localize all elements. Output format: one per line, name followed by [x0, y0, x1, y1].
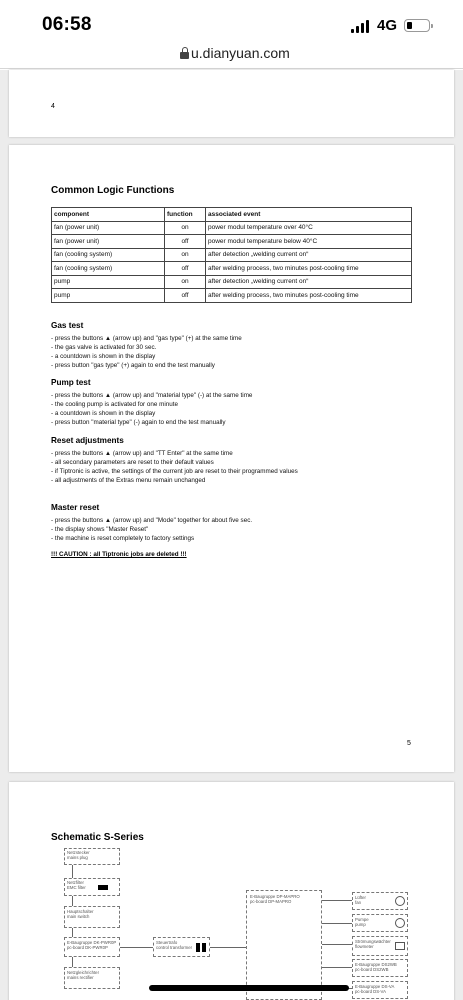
table-row	[52, 221, 412, 235]
text-line: - if Tiptronic is active, the settings of the current job are reset to their programmed values	[51, 468, 298, 475]
table-cell: off	[165, 289, 206, 303]
address-bar[interactable]	[0, 44, 463, 69]
connector-line	[322, 900, 352, 901]
block-label: Steuertrafo control transformer	[156, 940, 193, 950]
block-mains-rectifier	[64, 967, 120, 989]
logic-functions-table	[51, 207, 412, 303]
table-row	[52, 289, 412, 303]
block-label: Netzfilter EMC filter	[67, 880, 86, 890]
section-body-gas-test	[51, 334, 242, 370]
table-cell: fan (cooling system)	[52, 248, 165, 262]
url-text[interactable]: u.dianyuan.com	[191, 45, 290, 61]
section-body-reset-adjustments	[51, 449, 298, 485]
column-header: component	[52, 208, 165, 222]
text-line: - all adjustments of the Extras menu remain unchanged	[51, 477, 206, 484]
table-cell: after welding process, two minutes post-cooling time	[206, 289, 412, 303]
connector-line	[322, 944, 352, 945]
block-pc-board-dp-mapro	[246, 890, 322, 1000]
block-mains-plug	[64, 848, 120, 865]
document-page-previous	[9, 70, 454, 137]
block-label: Netzstecker mains plug	[67, 850, 90, 860]
connector-line	[120, 947, 153, 948]
block-control-transformer	[153, 937, 210, 957]
text-line: - the machine is reset completely to factory settings	[51, 535, 195, 542]
table-cell: off	[165, 235, 206, 249]
table-row	[52, 275, 412, 289]
section-title-master-reset: Master reset	[51, 503, 100, 512]
block-pc-board-ds-va	[352, 981, 408, 999]
schematic-title: Schematic S-Series	[51, 832, 144, 843]
connector-line	[322, 923, 352, 924]
pump-motor-icon	[395, 918, 405, 928]
page-title: Common Logic Functions	[51, 185, 175, 196]
signal-strength-icon	[351, 20, 371, 33]
block-fan	[352, 892, 408, 910]
fan-motor-icon	[395, 896, 405, 906]
text-line: - press the buttons ▲ (arrow up) and "gas type" (+) at the same time	[51, 335, 242, 342]
text-line: - all secondary parameters are reset to their default values	[51, 459, 214, 466]
block-pc-board-dk-pwr0p	[64, 937, 120, 957]
column-header: associated event	[206, 208, 412, 222]
column-header: function	[165, 208, 206, 222]
caution-note: !!! CAUTION : all Tiptronic jobs are deleted !!!	[51, 551, 187, 558]
section-body-pump-test	[51, 391, 252, 427]
table-cell: after welding process, two minutes post-cooling time	[206, 262, 412, 276]
block-label: Netzgleichrichter mains rectifier	[67, 970, 100, 980]
block-label: E-Baugruppe DS-VA pc-board DS-VA	[355, 984, 395, 994]
block-label: Pumpe pump	[355, 917, 369, 927]
text-line: - the display shows "Master Reset"	[51, 526, 149, 533]
text-line: - press the buttons ▲ (arrow up) and "material type" (-) at the same time	[51, 392, 253, 399]
table-cell: pump	[52, 275, 165, 289]
transformer-symbol-icon	[196, 943, 200, 952]
section-body-master-reset	[51, 516, 252, 543]
table-cell: after detection „welding current on“	[206, 248, 412, 262]
block-label: Hauptschalter main switch	[67, 909, 94, 919]
filter-symbol-icon	[98, 885, 108, 890]
connector-line	[210, 947, 246, 948]
block-pump	[352, 914, 408, 932]
text-line: - press button "gas type" (+) again to end the test manually	[51, 362, 215, 369]
table-cell: power modul temperature below 40°C	[206, 235, 412, 249]
table-row	[52, 235, 412, 249]
section-title-gas-test: Gas test	[51, 321, 84, 330]
table-cell: off	[165, 262, 206, 276]
text-line: - press button "material type" (-) again to end the test manually	[51, 419, 226, 426]
connector-line	[72, 957, 73, 967]
page-number: 5	[407, 740, 411, 747]
block-label: Strömungswächter flowmeter	[355, 939, 391, 949]
block-label: E-Baugruppe DS2WB pc-board DS2WB	[355, 962, 397, 972]
block-label: E-Baugruppe DK-PWR0P pc-board DK-PWR0P	[67, 940, 117, 950]
table-cell: pump	[52, 289, 165, 303]
battery-icon	[404, 19, 430, 32]
page-number: 4	[51, 103, 55, 110]
text-line: - a countdown is shown in the display	[51, 353, 156, 360]
connector-line	[72, 928, 73, 937]
document-page	[9, 145, 454, 772]
text-line: - press the buttons ▲ (arrow up) and "Mode" together for about five sec.	[51, 517, 253, 524]
table-row	[52, 262, 412, 276]
block-flowmeter	[352, 936, 408, 956]
document-page-next	[9, 782, 454, 1000]
text-line: - press the buttons ▲ (arrow up) and "TT Enter" at the same time	[51, 450, 233, 457]
table-cell: fan (power unit)	[52, 235, 165, 249]
table-cell: after detection „welding current on“	[206, 275, 412, 289]
block-label: E-Baugruppe DP-MAPRO pc-board DP-MAPRO	[250, 894, 300, 904]
status-time: 06:58	[42, 14, 92, 35]
section-title-pump-test: Pump test	[51, 378, 91, 387]
section-title-reset-adjustments: Reset adjustments	[51, 436, 124, 445]
block-main-switch	[64, 906, 120, 928]
transformer-symbol-icon	[202, 943, 206, 952]
text-line: - the cooling pump is activated for one minute	[51, 401, 179, 408]
status-bar	[0, 0, 463, 44]
table-cell: on	[165, 248, 206, 262]
table-cell: fan (power unit)	[52, 221, 165, 235]
lock-icon	[180, 47, 189, 59]
connector-line	[72, 865, 73, 878]
table-cell: power modul temperature over 40°C	[206, 221, 412, 235]
table-header-row	[52, 208, 412, 222]
flowmeter-icon	[395, 942, 405, 950]
table-cell: on	[165, 275, 206, 289]
table-cell: on	[165, 221, 206, 235]
table-cell: fan (cooling system)	[52, 262, 165, 276]
block-label: Lüfter fan	[355, 895, 366, 905]
connector-line	[322, 967, 352, 968]
power-bus-bar	[149, 985, 349, 991]
text-line: - the gas valve is activated for 30 sec.	[51, 344, 157, 351]
connector-line	[72, 896, 73, 906]
block-pc-board-ds2wb	[352, 959, 408, 977]
block-emc-filter	[64, 878, 120, 896]
network-type: 4G	[377, 17, 398, 34]
text-line: - a countdown is shown in the display	[51, 410, 156, 417]
table-row	[52, 248, 412, 262]
